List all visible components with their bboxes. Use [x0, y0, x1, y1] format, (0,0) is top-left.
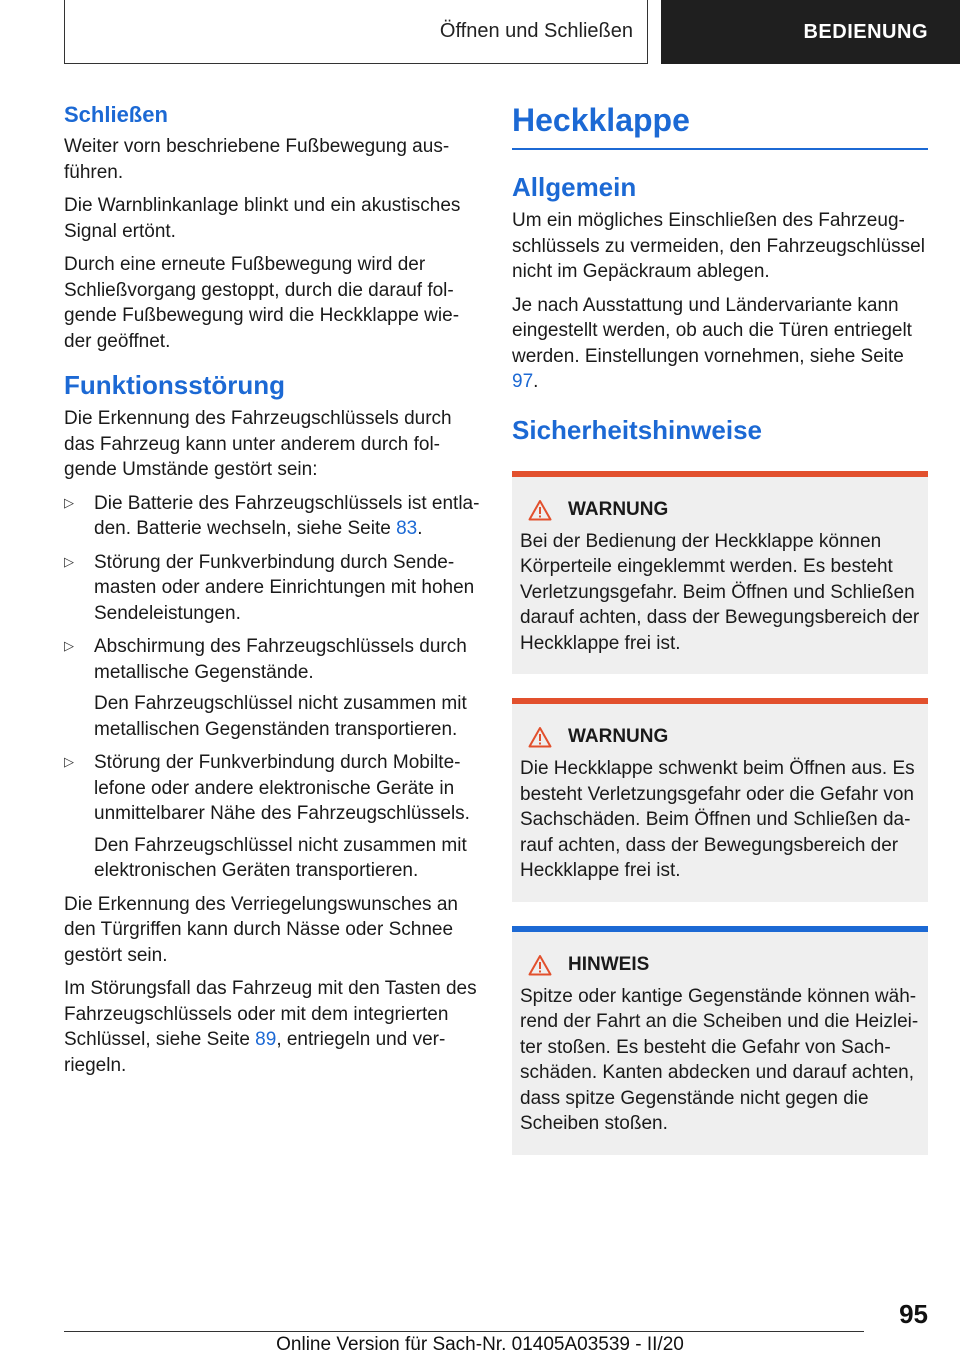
list-item-subtext: Den Fahrzeugschlüssel nicht zusammen mit metallischen Gegenständen transportieren. — [94, 693, 467, 740]
list-item — [64, 634, 480, 742]
chapter-title: Öffnen und Schließen — [439, 20, 633, 42]
warning-text: Bei der Bedienung der Heckklappe können Körperteile eingeklemmt werden. Es besteht Verletzungsgefahr. Beim Öffnen und Schließen darauf achten, dass der Bewegungsbereich der Heckklappe frei ist. — [520, 530, 920, 654]
page-number: 95 — [899, 1299, 928, 1329]
list-item — [64, 750, 480, 884]
heading-schliessen: Schließen — [64, 102, 168, 127]
list-item — [64, 491, 480, 542]
bullet-list — [64, 491, 480, 884]
hint-text: Spitze oder kantige Gegenstände können während der Fahrt an die Scheiben und die Heizleiter stoßen. Es besteht die Gefahr von Sachschäden. Kanten abdecken und darauf achten, dass spitze Gegenstände nicht gegen die Scheiben stoßen. — [520, 985, 919, 1134]
list-item-subtext: Den Fahrzeugschlüssel nicht zusammen mit elektronischen Geräten transportieren. — [94, 834, 467, 881]
list-item-text: Abschirmung des Fahrzeugschlüssels durch metallische Gegenstände. — [94, 636, 467, 683]
heading-funktionsstoerung: Funktionsstörung — [64, 370, 285, 400]
footer-online-version: Online Version für Sach-Nr. 01405A03539 - II/20 — [276, 1334, 684, 1355]
warning-text: Die Heckklappe schwenkt beim Öffnen aus. Es besteht Verletzungsgefahr oder die Gefahr von Sachschäden. Beim Öffnen und Schließen darauf achten, dass der Bewegungsbereich der Heckklappe frei ist. — [520, 758, 915, 881]
hint-title: HINWEIS — [520, 954, 920, 976]
list-item-text: Die Batterie des Fahrzeugschlüssels ist entladen. Batterie wechseln, siehe Seite 83. — [94, 492, 480, 539]
heading-heckklappe: Heckklappe — [512, 100, 928, 150]
warning-box — [512, 471, 928, 675]
warning-title: WARNUNG — [520, 726, 920, 748]
paragraph: Um ein mögliches Einschließen des Fahrzeugschlüssels zu vermeiden, den Fahrzeugschlüssel nicht im Gepäckraum ablegen. — [512, 210, 925, 282]
paragraph: Die Warnblinkanlage blinkt und ein akustisches Signal ertönt. — [64, 195, 461, 242]
warning-triangle-icon — [528, 954, 552, 976]
paragraph: Im Störungsfall das Fahrzeug mit den Tasten des Fahrzeugschlüssels oder mit dem integrierten Schlüssel, siehe Seite 89, entriegeln und verriegeln. — [64, 978, 477, 1076]
header-chapter — [64, 0, 648, 64]
page-link-83[interactable]: 83 — [396, 518, 418, 539]
warning-triangle-icon — [528, 499, 552, 521]
list-item-text: Störung der Funkverbindung durch Mobiltelefone oder andere elektronische Geräte in unmittelbarer Nähe des Fahrzeugschlüssels. — [94, 752, 470, 824]
section-title: BEDIENUNG — [803, 20, 928, 43]
paragraph: Durch eine erneute Fußbewegung wird der Schließvorgang gestoppt, durch die darauf folgende Fußbewegung wird die Heckklappe wieder geöffnet. — [64, 254, 460, 352]
triangle-right-icon: ▷ — [64, 754, 74, 769]
warning-box — [512, 698, 928, 902]
paragraph: Die Erkennung des Verriegelungswunsches an den Türgriffen kann durch Nässe oder Schnee gestört sein. — [64, 893, 458, 966]
triangle-right-icon: ▷ — [64, 553, 74, 569]
left-column — [64, 100, 480, 1086]
page-link-89[interactable]: 89 — [255, 1029, 277, 1050]
paragraph: Je nach Ausstattung und Ländervariante kann eingestellt werden, ob auch die Türen entriegelt werden. Einstellungen vornehmen, siehe Seite 97. — [512, 294, 912, 392]
right-column — [512, 100, 928, 1155]
heading-allgemein: Allgemein — [512, 172, 637, 202]
footer-divider — [64, 1331, 864, 1332]
hint-box — [512, 926, 928, 1155]
heading-sicherheitshinweise: Sicherheitshinweise — [512, 414, 762, 445]
warning-title: WARNUNG — [520, 499, 920, 521]
paragraph: Die Erkennung des Fahrzeugschlüssels durch das Fahrzeug kann unter anderem durch folgende Umstände gestört sein: — [64, 408, 452, 480]
warning-triangle-icon — [528, 726, 552, 748]
page-link-97[interactable]: 97 — [512, 371, 534, 392]
triangle-right-icon: ▷ — [64, 638, 74, 653]
list-item-text: Störung der Funkverbindung durch Sendemasten oder andere Einrichtungen mit hohen Sendeleistungen. — [94, 551, 475, 624]
paragraph: Weiter vorn beschriebene Fußbewegung ausführen. — [64, 136, 450, 183]
triangle-right-icon: ▷ — [64, 494, 74, 510]
header-section — [661, 0, 960, 64]
list-item — [64, 550, 480, 627]
